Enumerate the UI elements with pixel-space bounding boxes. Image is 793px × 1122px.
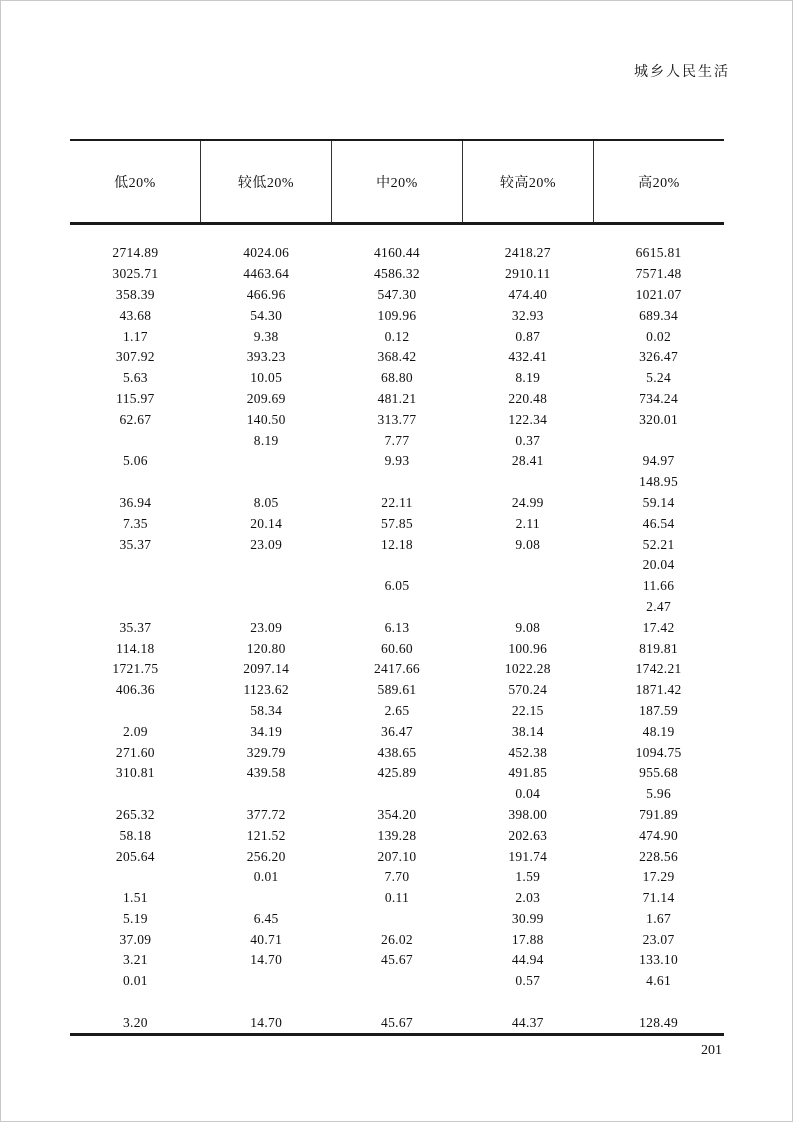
table-cell: 6.45 [253, 910, 279, 926]
table-cell: 4463.64 [243, 266, 290, 282]
table-row [70, 285, 724, 306]
table-cell: 406.36 [115, 682, 155, 698]
table-cell: 589.61 [377, 682, 417, 698]
table-cell: 2417.66 [374, 661, 420, 677]
page-number: 201 [701, 1043, 722, 1058]
table-cell: 8.19 [515, 370, 541, 386]
table-row [70, 576, 724, 597]
table-cell: 100.96 [508, 640, 548, 656]
table-cell: 37.09 [119, 931, 152, 947]
table-cell: 955.68 [639, 765, 679, 781]
table-cell: 398.00 [508, 806, 548, 822]
table-cell: 1021.07 [635, 286, 682, 302]
table-cell: 5.63 [122, 370, 148, 386]
table-cell: 7.77 [384, 432, 410, 448]
table-cell: 491.85 [508, 765, 548, 781]
table-cell: 1022.28 [504, 661, 551, 677]
table-row [70, 513, 724, 534]
table-row [70, 326, 724, 347]
table-cell: 14.70 [250, 1014, 283, 1030]
table-cell: 10.05 [250, 370, 283, 386]
table-row [70, 721, 724, 742]
table-cell: 109.96 [377, 307, 417, 323]
table-cell: 121.52 [246, 827, 286, 843]
table-cell: 26.02 [381, 931, 413, 947]
table-cell: 133.10 [639, 952, 679, 968]
table-cell: 22.15 [511, 702, 544, 718]
table-cell: 1.59 [515, 869, 541, 885]
table-row [70, 409, 724, 430]
table-cell: 115.97 [116, 390, 155, 406]
table-row [70, 909, 724, 930]
table-cell: 310.81 [115, 765, 155, 781]
table-cell: 7.35 [122, 515, 148, 531]
column-header-low20: 低20% [114, 175, 156, 191]
table-row [70, 617, 724, 638]
table-row [70, 347, 724, 368]
table-cell: 68.80 [381, 370, 413, 386]
running-head: 城乡人民生活 [634, 65, 730, 80]
table-row [70, 534, 724, 555]
table-row [70, 825, 724, 846]
table-cell: 209.69 [246, 390, 286, 406]
table-cell: 34.19 [250, 723, 283, 739]
table-cell: 40.71 [250, 931, 283, 947]
table-cell: 122.34 [508, 411, 548, 427]
table-cell: 1.17 [122, 328, 148, 344]
table-cell: 38.14 [511, 723, 544, 739]
table-cell: 14.70 [250, 952, 283, 968]
table-cell: 0.01 [253, 869, 279, 885]
table-cell: 6.13 [384, 619, 410, 635]
table-cell: 2910.11 [505, 266, 551, 282]
table-cell: 139.28 [377, 827, 417, 843]
table-cell: 307.92 [115, 349, 155, 365]
table-row [70, 597, 724, 618]
table-cell: 187.59 [639, 702, 679, 718]
table-cell: 28.41 [511, 453, 544, 469]
table-cell: 71.14 [642, 890, 675, 906]
table-row [70, 389, 724, 410]
table-cell: 9.38 [253, 328, 279, 344]
table-cell: 791.89 [639, 806, 679, 822]
table-cell: 114.18 [116, 640, 155, 656]
table-row [70, 888, 724, 909]
table-row [70, 659, 724, 680]
table-cell: 265.32 [115, 806, 155, 822]
table-cell: 432.41 [508, 349, 548, 365]
table-cell: 2.09 [122, 723, 148, 739]
table-cell: 8.19 [253, 432, 279, 448]
table-cell: 5.19 [122, 910, 148, 926]
table-cell: 62.67 [119, 411, 152, 427]
table-row [70, 555, 724, 576]
table-cell: 7.70 [384, 869, 410, 885]
table-cell: 5.96 [646, 786, 671, 802]
table-cell: 358.39 [115, 286, 155, 302]
table-cell: 547.30 [377, 286, 417, 302]
table-row [70, 992, 724, 1013]
table-cell: 12.18 [381, 536, 413, 552]
table-cell: 4.61 [646, 973, 671, 989]
table-cell: 54.30 [250, 307, 283, 323]
table-cell: 9.08 [515, 619, 541, 635]
table-cell: 23.09 [250, 536, 283, 552]
table-cell: 2714.89 [112, 245, 159, 261]
table-cell: 44.37 [511, 1014, 544, 1030]
table-cell: 5.24 [646, 370, 671, 386]
table-cell: 1742.21 [635, 661, 682, 677]
table-cell: 0.37 [515, 432, 541, 448]
table-cell: 140.50 [246, 411, 286, 427]
table-cell: 1.67 [646, 910, 671, 926]
table-cell: 220.48 [508, 390, 548, 406]
table-cell: 4586.32 [374, 266, 420, 282]
table-row [70, 929, 724, 950]
table-cell: 17.88 [511, 931, 544, 947]
table-cell: 0.02 [646, 328, 671, 344]
table-row [70, 638, 724, 659]
table-row [70, 451, 724, 472]
table-cell: 2.65 [384, 702, 410, 718]
table-cell: 46.54 [642, 515, 675, 531]
table-cell: 439.58 [246, 765, 286, 781]
table-row [70, 867, 724, 888]
table-cell: 0.11 [384, 890, 410, 906]
table-cell: 0.87 [515, 328, 541, 344]
table-cell: 205.64 [115, 848, 155, 864]
table-header-row [70, 139, 724, 225]
column-header-uppermid20: 较高20% [462, 141, 593, 222]
table-cell: 5.06 [122, 453, 148, 469]
table-cell: 2.47 [646, 598, 671, 614]
table-cell: 570.24 [508, 682, 548, 698]
table-cell: 354.20 [377, 806, 417, 822]
table-cell: 689.34 [639, 307, 679, 323]
table-cell: 438.65 [377, 744, 417, 760]
table-cell: 94.97 [642, 453, 675, 469]
table-cell: 52.21 [642, 536, 675, 552]
table-row [70, 846, 724, 867]
table-cell: 256.20 [246, 848, 286, 864]
table-cell: 326.47 [639, 349, 679, 365]
table-cell: 3.21 [122, 952, 148, 968]
table-cell: 474.40 [508, 286, 548, 302]
table-cell: 59.14 [642, 494, 675, 510]
table-cell: 474.90 [639, 827, 679, 843]
table-cell: 120.80 [246, 640, 286, 656]
table-cell: 2418.27 [504, 245, 551, 261]
table-cell: 36.94 [119, 494, 152, 510]
table-cell: 1.51 [122, 890, 148, 906]
table-cell: 819.81 [639, 640, 679, 656]
table-cell: 0.01 [122, 973, 148, 989]
table-cell: 45.67 [381, 1014, 413, 1030]
table-cell: 35.37 [119, 619, 152, 635]
table-row [70, 493, 724, 514]
table-cell: 207.10 [377, 848, 417, 864]
table-cell: 17.42 [642, 619, 675, 635]
column-header-high20: 高20% [593, 141, 724, 222]
table-row [70, 763, 724, 784]
table-cell: 329.79 [246, 744, 286, 760]
table-cell: 30.99 [511, 910, 544, 926]
table-cell: 377.72 [246, 806, 286, 822]
table-cell: 3025.71 [112, 266, 159, 282]
table-cell: 48.19 [642, 723, 675, 739]
table-cell: 1123.62 [243, 682, 289, 698]
table-cell: 36.47 [381, 723, 413, 739]
table-cell: 0.12 [384, 328, 410, 344]
table-cell: 2.11 [515, 515, 540, 531]
table-row [70, 805, 724, 826]
table-cell: 43.68 [119, 307, 152, 323]
table-cell: 128.49 [639, 1014, 679, 1030]
table-cell: 6615.81 [635, 245, 682, 261]
table-cell: 20.04 [642, 557, 675, 573]
table-cell: 368.42 [377, 349, 417, 365]
income-quintile-table [70, 139, 724, 1036]
table-cell: 1721.75 [112, 661, 159, 677]
table-cell: 228.56 [639, 848, 679, 864]
table-cell: 2097.14 [243, 661, 290, 677]
table-cell: 44.94 [511, 952, 544, 968]
table-cell: 23.09 [250, 619, 283, 635]
table-cell: 45.67 [381, 952, 413, 968]
table-cell: 8.05 [253, 494, 279, 510]
table-cell: 202.63 [508, 827, 548, 843]
table-cell: 4024.06 [243, 245, 290, 261]
table-row [70, 243, 724, 264]
table-cell: 57.85 [381, 515, 413, 531]
table-cell: 17.29 [642, 869, 675, 885]
table-cell: 20.14 [250, 515, 283, 531]
table-cell: 24.99 [511, 494, 544, 510]
table-cell: 271.60 [115, 744, 155, 760]
table-row [70, 1012, 724, 1033]
column-header-lowermid20: 较低20% [200, 141, 331, 222]
table-row [70, 305, 724, 326]
table-cell: 1094.75 [635, 744, 682, 760]
table-row [70, 950, 724, 971]
table-cell: 3.20 [122, 1014, 148, 1030]
table-cell: 32.93 [511, 307, 544, 323]
table-cell: 320.01 [639, 411, 679, 427]
table-cell: 191.74 [508, 848, 548, 864]
table-row [70, 368, 724, 389]
table-cell: 9.08 [515, 536, 541, 552]
table-row [70, 742, 724, 763]
table-row [70, 784, 724, 805]
column-header-mid20: 中20% [331, 141, 462, 222]
table-cell: 9.93 [384, 453, 410, 469]
table-cell: 23.07 [642, 931, 675, 947]
table-cell: 58.18 [119, 827, 152, 843]
table-cell: 7571.48 [635, 266, 682, 282]
table-cell: 734.24 [639, 390, 679, 406]
table-row [70, 472, 724, 493]
table-row [70, 430, 724, 451]
table-cell: 22.11 [381, 494, 413, 510]
table-cell: 11.66 [642, 578, 675, 594]
table-row [70, 971, 724, 992]
table-cell: 1871.42 [635, 682, 682, 698]
table-row [70, 701, 724, 722]
table-cell: 452.38 [508, 744, 548, 760]
table-cell: 313.77 [377, 411, 417, 427]
table-cell: 148.95 [639, 474, 679, 490]
table-cell: 393.23 [246, 349, 286, 365]
table-row [70, 264, 724, 285]
table-cell: 4160.44 [374, 245, 420, 261]
table-cell: 58.34 [250, 702, 283, 718]
table-cell: 0.57 [515, 973, 541, 989]
table-row [70, 680, 724, 701]
table-cell: 0.04 [515, 786, 541, 802]
table-body [70, 225, 724, 1036]
table-cell: 60.60 [381, 640, 413, 656]
table-cell: 425.89 [377, 765, 417, 781]
table-cell: 35.37 [119, 536, 152, 552]
table-cell: 466.96 [246, 286, 286, 302]
table-cell: 6.05 [384, 578, 410, 594]
table-cell: 481.21 [377, 390, 417, 406]
table-cell: 2.03 [515, 890, 541, 906]
